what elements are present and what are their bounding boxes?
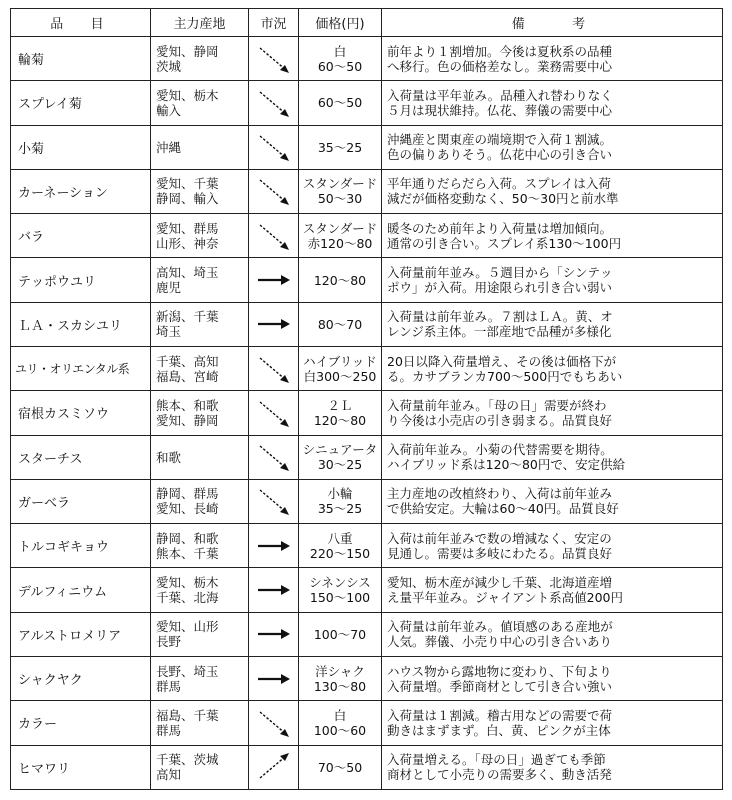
note-line: 入荷量は前年並み。値頃感のある産地が: [387, 619, 613, 635]
production-area: [151, 302, 249, 346]
price-line: シネンシス: [309, 575, 371, 591]
price: [299, 701, 382, 745]
remarks: [382, 524, 723, 568]
area-line: 熊本、和歌: [156, 397, 219, 413]
price-line: 120～80: [313, 272, 367, 288]
item-name: スプレイ菊: [11, 81, 151, 125]
price-line: 小輪: [327, 486, 353, 502]
area-line: 千葉、茨城: [156, 752, 219, 768]
area-line: 静岡、群馬: [156, 486, 219, 502]
production-area: [151, 701, 249, 745]
note-line: 入荷量は平年並み。品種入れ替わりなく: [387, 87, 613, 103]
note-line: 前年より１割増加。今後は夏秋系の品種: [387, 43, 613, 59]
table-row: [11, 37, 723, 81]
note-line: ポウ」が入荷。用途限られ引き合い弱い: [387, 280, 613, 296]
area-line: 愛知、静岡: [156, 43, 219, 59]
area-line: 福島、宮崎: [156, 368, 219, 384]
note-line: 20日以降入荷量増え、その後は価格下が: [387, 353, 617, 369]
table-row: [11, 656, 723, 700]
price-line: 80～70: [317, 316, 363, 332]
note-line: 入荷量は１割減。稽古用などの需要で荷: [387, 707, 613, 723]
trend-up-arrow-icon: [249, 745, 299, 790]
table-body: [11, 37, 723, 790]
price-line: 赤120～80: [307, 235, 373, 251]
price-line: 白: [333, 43, 347, 59]
note-line: 減だが価格変動なく、50～30円と前水準: [387, 191, 619, 207]
area-line: 群馬: [156, 678, 182, 694]
remarks: [382, 37, 723, 81]
remarks: [382, 479, 723, 523]
item-name: 宿根カスミソウ: [11, 391, 151, 435]
note-line: 通常の引き合い。スプレイ系130～100円: [387, 235, 622, 251]
note-line: る。カサブランカ700～500円でもちあい: [387, 368, 623, 384]
item-name: アルストロメリア: [11, 612, 151, 656]
item-name: カーネーション: [11, 169, 151, 213]
trend-flat-arrow-icon: [249, 258, 299, 302]
trend-down-arrow-icon: [249, 701, 299, 745]
table-row: [11, 479, 723, 523]
remarks: [382, 745, 723, 790]
header-area: 主力産地: [151, 9, 249, 37]
item-name: 輪菊: [11, 37, 151, 81]
price-line: 100～70: [313, 626, 367, 642]
production-area: [151, 656, 249, 700]
price-line: シニュアータ: [302, 442, 378, 458]
price: [299, 612, 382, 656]
production-area: [151, 169, 249, 213]
price-line: スタンダード: [302, 220, 378, 236]
trend-down-arrow-icon: [249, 169, 299, 213]
price-line: 35～25: [317, 139, 363, 155]
price: [299, 258, 382, 302]
item-name: シャクヤク: [11, 656, 151, 700]
area-line: 高知、埼玉: [156, 265, 219, 281]
table-row: [11, 391, 723, 435]
remarks: [382, 258, 723, 302]
item-name: ヒマワリ: [11, 745, 151, 790]
remarks: [382, 81, 723, 125]
note-line: 暖冬のため前年より入荷量は増加傾向。: [387, 220, 613, 236]
trend-down-arrow-icon: [249, 435, 299, 479]
item-name: ＬＡ・スカシユリ: [11, 302, 151, 346]
production-area: [151, 346, 249, 390]
price-line: 35～25: [317, 501, 363, 517]
trend-flat-arrow-icon: [249, 656, 299, 700]
price: [299, 214, 382, 258]
market-table: [10, 8, 723, 790]
area-line: 輸入: [156, 102, 182, 118]
note-line: 入荷量増。季節商材として引き合い強い: [387, 678, 613, 694]
note-line: 入荷量前年並み。「母の日」需要が終わ: [387, 397, 607, 413]
price-line: 白300～250: [303, 368, 377, 384]
note-line: 主力産地の改植終わり、入荷は前年並み: [387, 486, 613, 502]
note-line: 沖縄産と関東産の端境期で入荷１割減。: [387, 132, 613, 148]
area-line: 高知: [156, 767, 182, 783]
remarks: [382, 656, 723, 700]
production-area: [151, 524, 249, 568]
item-name: トルコギキョウ: [11, 524, 151, 568]
remarks: [382, 214, 723, 258]
note-line: り今後は小売店の引き弱まる。品質良好: [387, 412, 613, 428]
remarks: [382, 125, 723, 169]
area-line: 茨城: [156, 58, 182, 74]
trend-flat-arrow-icon: [249, 302, 299, 346]
price: [299, 435, 382, 479]
price-line: 60～50: [317, 58, 363, 74]
table-row: [11, 346, 723, 390]
area-line: 長野、埼玉: [156, 663, 219, 679]
area-line: 群馬: [156, 722, 182, 738]
note-line: 見通し。需要は多岐にわたる。品質良好: [387, 545, 613, 561]
price: [299, 745, 382, 790]
note-line: え量平年並み。ジャイアント系高値200円: [387, 590, 623, 606]
remarks: [382, 435, 723, 479]
note-line: 色の偏りありそう。仏花中心の引き合い: [387, 147, 613, 163]
remarks: [382, 612, 723, 656]
table-row: [11, 701, 723, 745]
trend-down-arrow-icon: [249, 81, 299, 125]
production-area: [151, 612, 249, 656]
price-line: 100～60: [313, 722, 367, 738]
production-area: [151, 214, 249, 258]
production-area: [151, 568, 249, 612]
price: [299, 479, 382, 523]
item-name: ガーベラ: [11, 479, 151, 523]
table-row: [11, 435, 723, 479]
area-line: 沖縄: [156, 139, 182, 155]
price: [299, 125, 382, 169]
item-name: テッポウユリ: [11, 258, 151, 302]
table-row: [11, 568, 723, 612]
price: [299, 391, 382, 435]
item-name: ユリ・オリエンタル系: [11, 346, 151, 390]
note-line: へ移行。色の価格差なし。業務需要中心: [387, 58, 613, 74]
area-line: 千葉、北海: [156, 590, 219, 606]
price: [299, 302, 382, 346]
production-area: [151, 258, 249, 302]
note-line: 人気。葬儀、小売り中心の引き合いあり: [387, 634, 613, 650]
area-line: 愛知、山形: [156, 619, 219, 635]
price-line: スタンダード: [302, 176, 378, 192]
price: [299, 169, 382, 213]
note-line: 入荷前年並み。小菊の代替需要を期待。: [387, 442, 613, 458]
table-row: [11, 612, 723, 656]
price-line: 八重: [327, 530, 353, 546]
note-line: ５月は現状維持。仏花、葬儀の需要中心: [387, 102, 613, 118]
note-line: 入荷量は前年並み。７割はＬＡ。黄、オ: [387, 309, 613, 325]
area-line: 愛知、千葉: [156, 176, 219, 192]
remarks: [382, 302, 723, 346]
remarks: [382, 346, 723, 390]
price: [299, 568, 382, 612]
area-line: 千葉、高知: [156, 353, 219, 369]
area-line: 愛知、群馬: [156, 220, 219, 236]
production-area: [151, 81, 249, 125]
area-line: 熊本、千葉: [156, 545, 219, 561]
price: [299, 37, 382, 81]
header-price: 価格(円): [299, 9, 382, 37]
table-row: [11, 302, 723, 346]
note-line: 動きはまずまず。白、黄、ピンクが主体: [387, 722, 611, 738]
note-line: 入荷量前年並み。５週目から「シンテッ: [387, 265, 613, 281]
area-line: 静岡、輸入: [156, 191, 219, 207]
trend-down-arrow-icon: [249, 346, 299, 390]
price: [299, 81, 382, 125]
trend-down-arrow-icon: [249, 479, 299, 523]
note-line: ハウス物から露地物に変わり、下旬より: [387, 663, 612, 679]
price-line: ２Ｌ: [327, 397, 353, 413]
area-line: 和歌: [156, 449, 182, 465]
table-row: [11, 169, 723, 213]
header-note: 備 考: [382, 9, 723, 37]
price-line: 220～150: [309, 545, 371, 561]
item-name: バラ: [11, 214, 151, 258]
area-line: 新潟、千葉: [156, 309, 219, 325]
price: [299, 346, 382, 390]
remarks: [382, 701, 723, 745]
area-line: 長野: [156, 634, 182, 650]
note-line: 愛知、栃木産が減少し千葉、北海道産増: [387, 575, 613, 591]
price-line: 70～50: [317, 759, 363, 775]
trend-down-arrow-icon: [249, 37, 299, 81]
price-line: 30～25: [317, 457, 363, 473]
trend-flat-arrow-icon: [249, 524, 299, 568]
area-line: 愛知、長崎: [156, 501, 219, 517]
production-area: [151, 391, 249, 435]
price-line: 洋シャク: [315, 663, 365, 679]
trend-flat-arrow-icon: [249, 568, 299, 612]
trend-flat-arrow-icon: [249, 612, 299, 656]
area-line: 山形、神奈: [156, 235, 219, 251]
header-item: 品 目: [11, 9, 151, 37]
item-name: 小菊: [11, 125, 151, 169]
header-row: [11, 9, 723, 37]
note-line: ハイブリッド系は120～80円で、安定供給: [387, 457, 626, 473]
area-line: 埼玉: [156, 324, 182, 340]
note-line: 平年通りだらだら入荷。スプレイは入荷: [387, 176, 611, 192]
price-line: 60～50: [317, 95, 363, 111]
table-row: [11, 214, 723, 258]
production-area: [151, 37, 249, 81]
trend-down-arrow-icon: [249, 214, 299, 258]
area-line: 愛知、栃木: [156, 87, 219, 103]
note-line: で供給安定。大輪は60～40円。品質良好: [387, 501, 619, 517]
item-name: スターチス: [11, 435, 151, 479]
production-area: [151, 479, 249, 523]
trend-down-arrow-icon: [249, 125, 299, 169]
price-line: 150～100: [309, 590, 371, 606]
price-line: 130～80: [313, 678, 367, 694]
trend-down-arrow-icon: [249, 391, 299, 435]
note-line: 入荷量増える。「母の日」過ぎても季節: [387, 752, 606, 768]
item-name: カラー: [11, 701, 151, 745]
remarks: [382, 568, 723, 612]
note-line: 商材として小売りの需要多く、動き活発: [387, 767, 612, 783]
price: [299, 524, 382, 568]
price-line: ハイブリッド: [303, 353, 377, 369]
production-area: [151, 125, 249, 169]
production-area: [151, 435, 249, 479]
table-row: [11, 81, 723, 125]
header-trend: 市況: [249, 9, 299, 37]
price-line: 50～30: [317, 191, 363, 207]
price-line: 120～80: [313, 412, 367, 428]
item-name: デルフィニウム: [11, 568, 151, 612]
price-line: 白: [333, 707, 347, 723]
area-line: 愛知、栃木: [156, 575, 219, 591]
table-row: [11, 524, 723, 568]
area-line: 鹿児: [156, 280, 182, 296]
price: [299, 656, 382, 700]
table-row: [11, 125, 723, 169]
table-row: [11, 258, 723, 302]
area-line: 愛知、静岡: [156, 412, 219, 428]
remarks: [382, 169, 723, 213]
table-row: [11, 745, 723, 790]
note-line: レンジ系主体。一部産地で品種が多様化: [387, 324, 612, 340]
remarks: [382, 391, 723, 435]
production-area: [151, 745, 249, 790]
area-line: 静岡、和歌: [156, 530, 219, 546]
note-line: 入荷は前年並みで数の増減なく、安定の: [387, 530, 612, 546]
area-line: 福島、千葉: [156, 707, 219, 723]
